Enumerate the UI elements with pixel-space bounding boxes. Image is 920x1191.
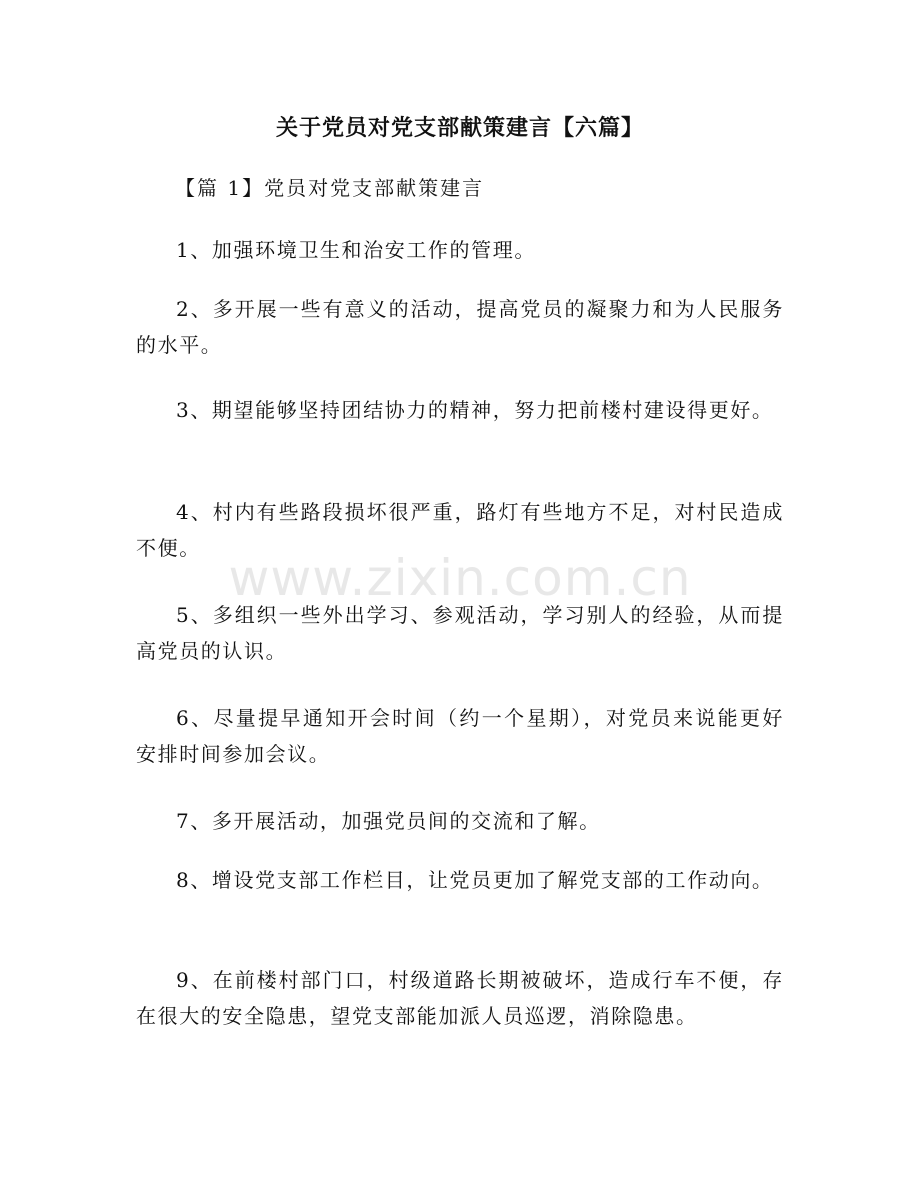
- paragraph-6: 6、尽量提早通知开会时间（约一个星期），对党员来说能更好安排时间参加会议。: [136, 706, 784, 766]
- paragraph-5: 5、多组织一些外出学习、参观活动，学习别人的经验，从而提高党员的认识。: [136, 603, 784, 663]
- watermark-text: www.zixin.com.cn: [228, 549, 692, 607]
- section-heading: 【篇 1】党员对党支部献策建言: [175, 176, 485, 200]
- paragraph-4: 4、村内有些路段损坏很严重，路灯有些地方不足，对村民造成不便。: [136, 500, 784, 560]
- document-title: 关于党员对党支部献策建言【六篇】: [275, 115, 644, 141]
- paragraph-2: 2、多开展一些有意义的活动，提高党员的凝聚力和为人民服务的水平。: [136, 297, 784, 357]
- paragraph-1: 1、加强环境卫生和治安工作的管理。: [176, 238, 536, 262]
- paragraph-7: 7、多开展活动，加强党员间的交流和了解。: [176, 809, 601, 833]
- paragraph-8: 8、增设党支部工作栏目，让党员更加了解党支部的工作动向。: [176, 868, 774, 892]
- paragraph-9: 9、在前楼村部门口，村级道路长期被破坏，造成行车不便，存在很大的安全隐患，望党支部能加派人员巡逻，消除隐患。: [136, 968, 784, 1028]
- paragraph-3: 3、期望能够坚持团结协力的精神，努力把前楼村建设得更好。: [176, 398, 774, 422]
